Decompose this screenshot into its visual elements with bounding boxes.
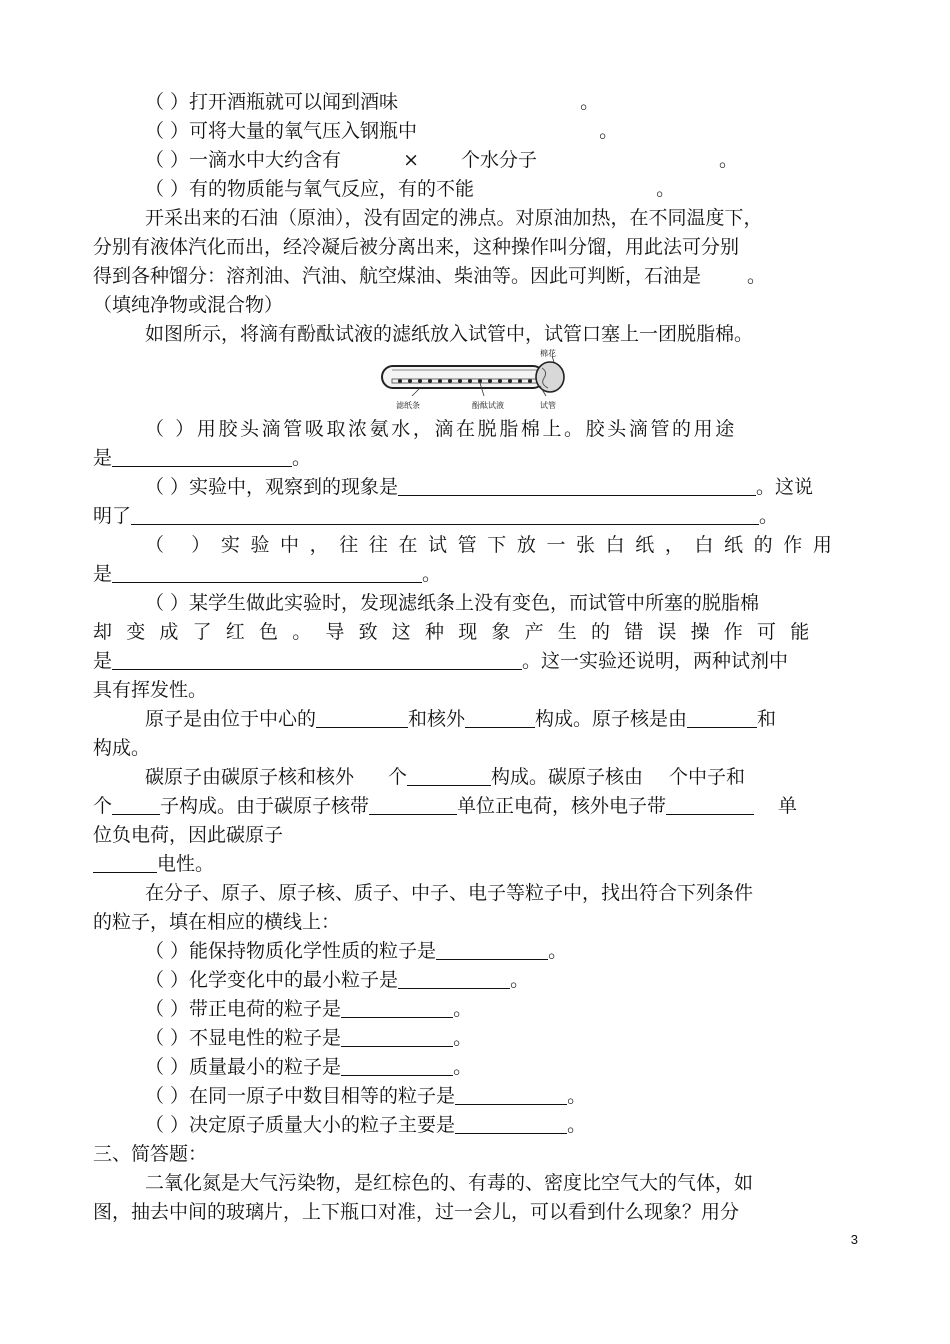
paren-mark: （ ） <box>145 91 190 113</box>
answer-blank[interactable] <box>407 767 491 786</box>
particle-para-line2: 的粒子，填在相应的横线上： <box>93 911 341 933</box>
particle-item: （ ）带正电荷的粒子是 。 <box>145 998 473 1020</box>
particle-item: （ ）质量最小的粒子是 。 <box>145 1056 473 1078</box>
paren-mark: （ ） <box>145 1056 190 1078</box>
exp-q2-line2: 明了 。 <box>93 505 779 527</box>
label-cotton: 棉花 <box>540 349 556 358</box>
particle-item: （ ）能保持物质化学性质的粒子是 。 <box>145 940 568 962</box>
answer-blank[interactable] <box>455 1086 567 1105</box>
exp-q1-line2: 是 。 <box>93 447 312 469</box>
exp-q1-line1: （ ）用胶头滴管吸取浓氨水，滴在脱脂棉上。胶头滴管的用途 <box>145 418 737 440</box>
answer-blank[interactable] <box>131 506 759 525</box>
answer-blank[interactable] <box>398 477 756 496</box>
item-oxygen-cylinder: （ ）可将大量的氧气压入钢瓶中 。 <box>145 120 619 142</box>
paren-mark: （ ） <box>145 969 190 991</box>
item-text: 一滴水中大约含有 <box>189 149 342 171</box>
paren-mark: （ ） <box>145 1114 190 1136</box>
answer-blank[interactable] <box>666 796 754 815</box>
exp-q4-line1: （ ）某学生做此实验时，发现滤纸条上没有变色，而试管中所塞的脱脂棉 <box>145 592 760 614</box>
section3-line1: 二氧化氮是大气污染物，是红棕色的、有毒的、密度比空气大的气体，如 <box>145 1172 754 1194</box>
paren-mark: （ ） <box>145 1027 190 1049</box>
answer-blank[interactable] <box>341 1057 453 1076</box>
answer-blank[interactable] <box>112 651 522 670</box>
item-water-molecules: （ ）一滴水中大约含有 × 个水分子 。 <box>145 149 739 171</box>
experiment-intro: 如图所示，将滴有酚酞试液的滤纸放入试管中，试管口塞上一团脱脂棉。 <box>145 323 754 345</box>
paren-mark: （ ） <box>145 120 190 142</box>
page-number: 3 <box>850 1232 858 1247</box>
answer-blank[interactable] <box>341 1028 453 1047</box>
item-text: 打开酒瓶就可以闻到酒味 <box>189 91 399 113</box>
answer-blank[interactable] <box>341 999 453 1018</box>
answer-blank[interactable] <box>455 1115 567 1134</box>
answer-blank[interactable] <box>112 448 292 467</box>
atom-para-line2: 构成。 <box>93 737 151 759</box>
section3-line2: 图，抽去中间的玻璃片，上下瓶口对准，过一会儿，可以看到什么现象？用分 <box>93 1201 740 1223</box>
paren-mark: （ ） <box>145 940 190 962</box>
paren-mark: （ ） <box>145 998 190 1020</box>
particle-para-line1: 在分子、原子、原子核、质子、中子、电子等粒子中，找出符合下列条件 <box>145 882 754 904</box>
exp-q2-line1: （ ）实验中，观察到的现象是 。这说 <box>145 476 814 498</box>
label-filter-strip: 滤纸条 <box>396 401 420 410</box>
answer-blank[interactable] <box>93 854 157 873</box>
carbon-para-line2: 个 子构成。由于碳原子核带 单位正电荷，核外电子带 单 <box>93 795 798 817</box>
answer-blank[interactable] <box>112 796 160 815</box>
carbon-para-line4: 电性。 <box>93 850 214 878</box>
item-text: 有的物质能与氧气反应，有的不能 <box>189 178 475 200</box>
answer-blank[interactable] <box>112 564 422 583</box>
exp-q4-line4: 具有挥发性。 <box>93 679 208 701</box>
particle-item: （ ）不显电性的粒子是 。 <box>145 1027 473 1049</box>
label-phenolphthalein: 酚酞试液 <box>472 401 504 410</box>
answer-blank[interactable] <box>436 941 548 960</box>
answer-blank[interactable] <box>687 709 757 728</box>
exp-q3-line2: 是 。 <box>93 563 442 585</box>
oil-para-line3: 得到各种馏分：溶剂油、汽油、航空煤油、柴油等。因此可判断，石油是 。 <box>93 265 767 287</box>
label-test-tube: 试管 <box>540 401 556 410</box>
particle-item: （ ）在同一原子中数目相等的粒子是 。 <box>145 1085 587 1107</box>
oil-para-line4: （填纯净物或混合物） <box>93 294 284 316</box>
atom-para-line1: 原子是由位于中心的 和核外 构成。原子核是由 和 <box>145 708 777 730</box>
answer-blank[interactable] <box>398 970 510 989</box>
answer-blank[interactable] <box>316 709 408 728</box>
item-wine-smell: （ ）打开酒瓶就可以闻到酒味 。 <box>145 91 600 113</box>
exp-q3-line1: （ ）实验中，往往在试管下放一张白纸，白纸的作用 <box>145 534 843 556</box>
section-heading: 三、简答题： <box>93 1143 208 1165</box>
carbon-para-line1: 碳原子由碳原子核和核外 个 构成。碳原子核由 个中子和 <box>145 766 746 788</box>
item-text: 可将大量的氧气压入钢瓶中 <box>189 120 418 142</box>
answer-blank[interactable] <box>369 796 457 815</box>
exp-q4-line2: 却变成了红色。导致这种现象产生的错误操作可能 <box>93 621 824 643</box>
carbon-para-line3: 位负电荷，因此碳原子 <box>93 824 284 846</box>
oil-para-line1: 开采出来的石油（原油），没有固定的沸点。对原油加热，在不同温度下， <box>145 207 763 229</box>
test-tube-figure <box>380 350 570 412</box>
answer-blank[interactable] <box>465 709 535 728</box>
paren-mark: （ ） <box>145 149 190 171</box>
item-oxygen-reaction: （ ）有的物质能与氧气反应，有的不能 。 <box>145 178 676 200</box>
particle-item: （ ）化学变化中的最小粒子是 。 <box>145 969 530 991</box>
exp-q4-line3: 是 。这一实验还说明，两种试剂中 <box>93 650 789 672</box>
particle-item: （ ）决定原子质量大小的粒子主要是 。 <box>145 1114 587 1136</box>
paren-mark: （ ） <box>145 1085 190 1107</box>
paren-mark: （ ） <box>145 178 190 200</box>
oil-para-line2: 分别有液体汽化而出，经冷凝后被分离出来，这种操作叫分馏，用此法可分别 <box>93 236 740 258</box>
